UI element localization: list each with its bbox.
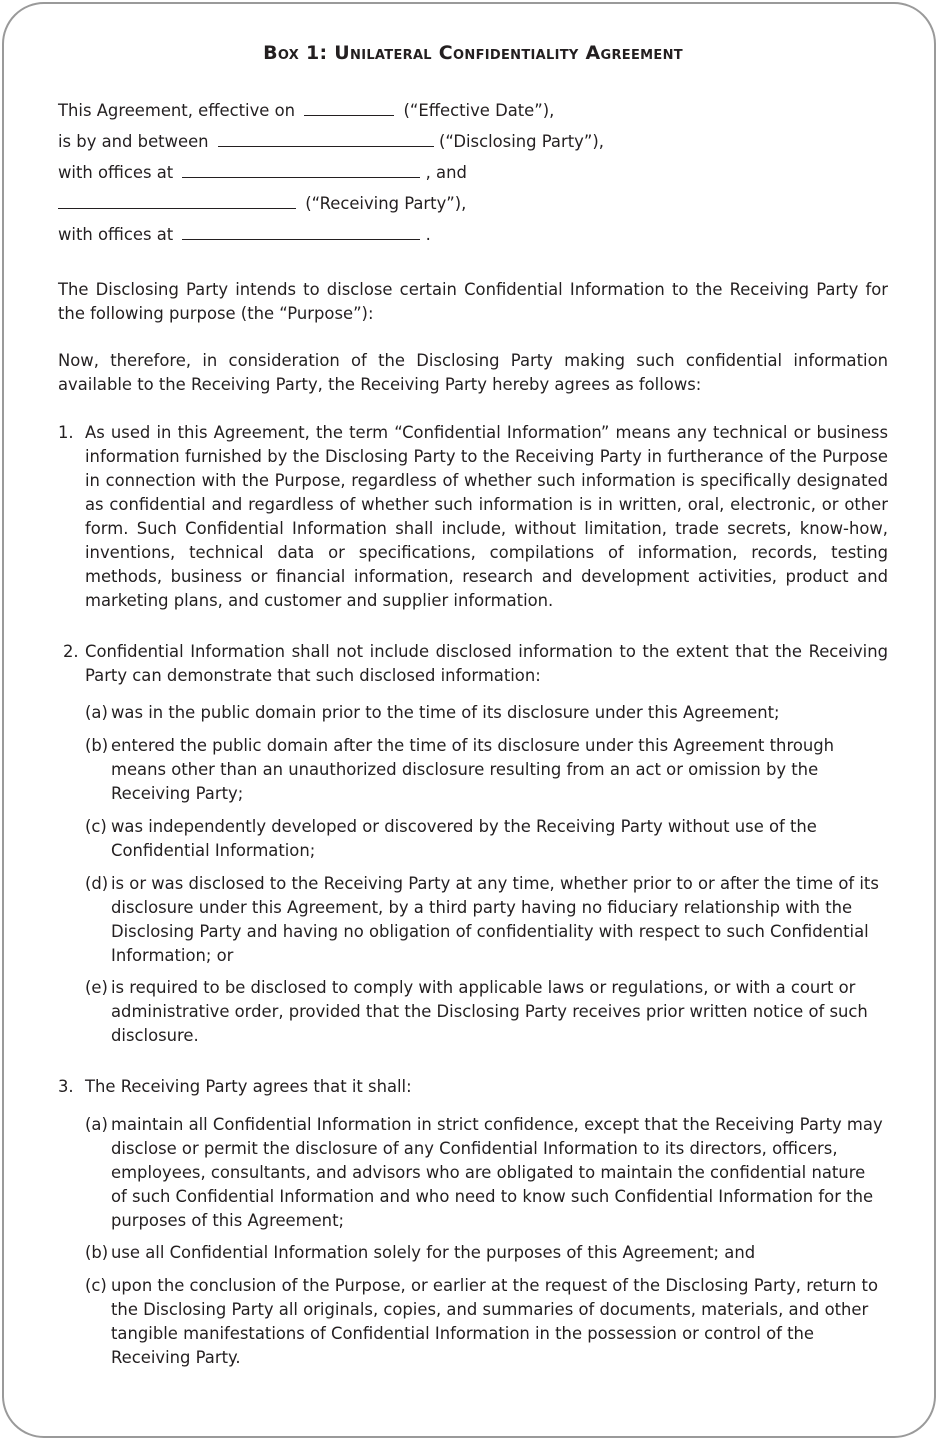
subitem-label: (e) bbox=[85, 978, 108, 997]
receiving-offices-line bbox=[58, 222, 431, 246]
disclosing-party-line bbox=[58, 129, 604, 153]
form-line-text: This Agreement, effective on bbox=[58, 101, 296, 120]
form-line-text: (“Effective Date”), bbox=[403, 101, 555, 120]
receiving-offices-blank bbox=[182, 222, 420, 240]
clause-1 bbox=[58, 421, 888, 613]
clause-2-subitem-b bbox=[85, 734, 885, 806]
document-title: Box 1: Unilateral Confidentiality Agreement bbox=[263, 42, 683, 64]
subitem-label: (c) bbox=[85, 817, 107, 836]
clause-2-subitem-e bbox=[85, 976, 885, 1048]
form-line-text: . bbox=[425, 225, 431, 244]
clause-3-subitem-a bbox=[85, 1113, 885, 1233]
clause-number: 3. bbox=[58, 1077, 74, 1096]
receiving-party-blank bbox=[58, 191, 296, 209]
subitem-text: entered the public domain after the time of its disclosure under this Agreement through means other than an unauthorized disclosure resulting from an act or omission by the Receiving Party; bbox=[111, 736, 835, 803]
form-line-text: (“Disclosing Party”), bbox=[438, 132, 604, 151]
form-line-text: with offices at bbox=[58, 225, 174, 244]
form-line-text: is by and between bbox=[58, 132, 209, 151]
effective-date-line bbox=[58, 98, 554, 122]
subitem-text: is or was disclosed to the Receiving Party at any time, whether prior to or after the time of its disclosure under this Agreement, by a third party having no fiduciary relationship with the Disclosing Party and having no obligation of confidentiality with respect to such Confidential Information; or bbox=[111, 874, 879, 965]
clause-number: 1. bbox=[58, 423, 74, 442]
disclosing-offices-line bbox=[58, 160, 467, 184]
subitem-label: (b) bbox=[85, 736, 109, 755]
form-line-text: with offices at bbox=[58, 163, 174, 182]
form-line-text: (“Receiving Party”), bbox=[305, 194, 467, 213]
clause-text: The Receiving Party agrees that it shall: bbox=[85, 1077, 412, 1096]
purpose-paragraph: The Disclosing Party intends to disclose certain Confidential Information to the Receiving Party for the following purpose (the “Purpose”): bbox=[58, 280, 888, 323]
subitem-text: maintain all Confidential Information in strict confidence, except that the Receiving Party may disclose or permit the disclosure of any Confidential Information to its directors, officers, employees, consultants, and advisors who are obligated to maintain the confidential nature of such Confidential Information and who need to know such Confidential Information for the purposes of this Agreement; bbox=[111, 1115, 883, 1230]
subitem-label: (a) bbox=[85, 1115, 108, 1134]
consideration-paragraph: Now, therefore, in consideration of the Disclosing Party making such confidential information available to the Receiving Party, the Receiving Party hereby agrees as follows: bbox=[58, 351, 888, 394]
disclosing-offices-blank bbox=[182, 160, 420, 178]
subitem-label: (a) bbox=[85, 703, 108, 722]
receiving-party-line bbox=[58, 191, 466, 215]
subitem-text: was independently developed or discovered by the Receiving Party without use of the Confidential Information; bbox=[111, 817, 817, 860]
clause-number: 2. bbox=[63, 642, 79, 661]
clause-2 bbox=[58, 640, 888, 688]
clause-3-subitem-c bbox=[85, 1274, 885, 1370]
subitem-text: was in the public domain prior to the time of its disclosure under this Agreement; bbox=[111, 703, 780, 722]
subitem-text: upon the conclusion of the Purpose, or earlier at the request of the Disclosing Party, return to the Disclosing Party all originals, copies, and summaries of documents, materials, and other tangible manifestations of Confidential Information in the possession or control of the Receiving Party. bbox=[111, 1276, 879, 1367]
clause-2-subitem-c bbox=[85, 815, 885, 863]
clause-2-subitem-a bbox=[85, 701, 885, 725]
effective-date-blank bbox=[304, 98, 394, 116]
subitem-text: is required to be disclosed to comply with applicable laws or regulations, or with a court or administrative order, provided that the Disclosing Party receives prior written notice of such disclosure. bbox=[111, 978, 868, 1045]
clause-3 bbox=[58, 1075, 888, 1099]
subitem-text: use all Confidential Information solely for the purposes of this Agreement; and bbox=[111, 1243, 756, 1262]
subitem-label: (b) bbox=[85, 1243, 109, 1262]
disclosing-party-blank bbox=[218, 129, 434, 147]
clause-3-subitem-b bbox=[85, 1241, 885, 1265]
subitem-label: (d) bbox=[85, 874, 109, 893]
clause-text: As used in this Agreement, the term “Confidential Information” means any technical or business information furnished by the Disclosing Party to the Receiving Party in furtherance of the Purpose in connection with the Purpose, regardless of whether such information is specifically designated as confidential and regardless of whether such information is in written, oral, electronic, or other form. Such Confidential Information shall include, without limitation, trade secrets, know-how, inventions, technical data or specifications, compilations of information, records, testing methods, business or financial information, research and development activities, product and marketing plans, and customer and supplier information. bbox=[85, 423, 888, 610]
clause-text: Confidential Information shall not include disclosed information to the extent that the Receiving Party can demonstrate that such disclosed information: bbox=[85, 642, 888, 685]
form-line-text: , and bbox=[425, 163, 467, 182]
subitem-label: (c) bbox=[85, 1276, 107, 1295]
clause-2-subitem-d bbox=[85, 872, 885, 968]
